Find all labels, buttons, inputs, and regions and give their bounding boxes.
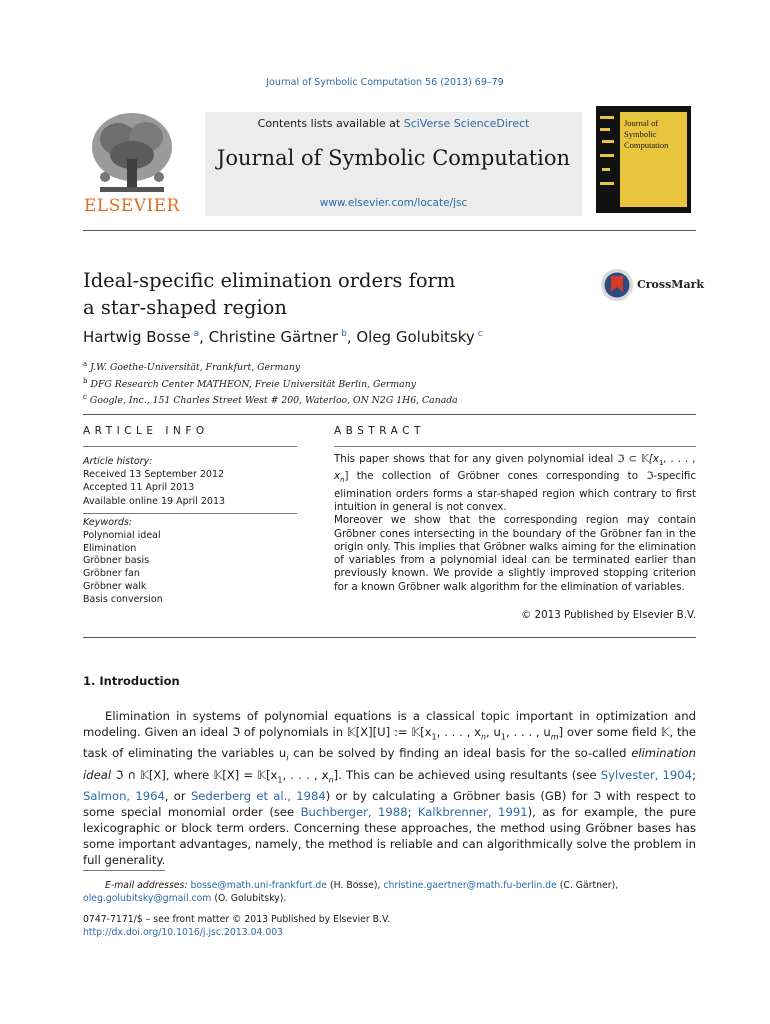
author-affil-mark[interactable]: c (477, 329, 483, 339)
intro-text-run: ] over some field 𝕂, the task of eliminating the variables u (83, 725, 697, 761)
keyword-item: Gröbner fan (83, 568, 140, 580)
footnote-text: (H. Bosse), (327, 880, 384, 891)
footnote-text: (C. Gärtner), (556, 880, 619, 891)
journal-url-link[interactable]: www.elsevier.com/locate/jsc (319, 197, 468, 209)
abstract-heading: ABSTRACT (334, 425, 425, 437)
footnote-label: E-mail addresses: (105, 880, 191, 891)
crossmark-label: CrossMark (637, 278, 704, 291)
keyword-item: Polynomial ideal (83, 529, 161, 541)
affiliation-item (83, 375, 458, 392)
cover-title (624, 118, 686, 151)
introduction-heading: 1. Introduction (83, 674, 180, 688)
history-divider (83, 513, 297, 514)
front-matter-footer (83, 913, 696, 939)
affiliation-divider (83, 414, 696, 415)
keyword-item: Gröbner basis (83, 555, 150, 567)
keyword-item: Gröbner walk (83, 580, 147, 592)
abstract-math: ] (344, 470, 349, 483)
header-divider (83, 230, 696, 231)
intro-text-run: ; (407, 804, 418, 819)
citation-link[interactable]: Salmon, 1964 (83, 788, 165, 803)
citation-link[interactable]: Sederberg et al., 1984 (190, 788, 326, 803)
elsevier-wordmark: ELSEVIER (84, 196, 180, 216)
intro-text-run: can be solved by finding an ideal basis for the so-called (288, 746, 632, 761)
sciencedirect-link[interactable]: SciVerse ScienceDirect (403, 117, 530, 130)
intro-text-run: , . . . , u (505, 725, 551, 739)
history-label: Article history: (83, 456, 153, 467)
intro-text-run: ), as for example, the pure lexicographic or block term orders. Concerning these approaches, the method using Gröbner bases has some important advantages, namely, the method is reliable and can algorithmically solve the problem in full generality. (83, 804, 697, 867)
abstract-math: , . . . , x (334, 453, 696, 483)
intro-text-run: , or (164, 788, 191, 803)
journal-reference[interactable]: Journal of Symbolic Computation 56 (2013) 69–79 (266, 77, 504, 88)
abstract-paragraph: This paper shows that for any given polynomial ideal ℑ ⊂ $𝕂[x_1$, . . . , $x_n$] the collection of Gröbner cones corresponding to ℑ-specific elimination orders forms a star-shaped region which contrary to first intuition in general is not convex. (334, 453, 696, 513)
intro-text-run: ) or by calculating a Gröbner basis (GB) for ℑ with respect to some special monomial order (see (83, 788, 697, 819)
abstract-divider (334, 446, 696, 447)
journal-cover-thumbnail[interactable] (596, 106, 691, 213)
affiliation-mark: b (83, 376, 88, 385)
citation-link[interactable]: Buchberger, 1988 (300, 804, 408, 819)
email-footnote (83, 879, 696, 905)
doi-link[interactable]: http://dx.doi.org/10.1016/j.jsc.2013.04.003 (83, 927, 284, 938)
author-separator: , (199, 328, 209, 346)
issn-line: 0747-7171/$ – see front matter © 2013 Published by Elsevier B.V. (83, 914, 391, 925)
email-link[interactable]: bosse@math.uni-frankfurt.de (190, 880, 328, 891)
affiliation-item (83, 358, 458, 375)
keyword-item: Elimination (83, 542, 137, 554)
abstract-math: ℑ ⊂ 𝕂[x (617, 453, 659, 465)
intro-text-run: ]. This can be achieved using resultants (see (333, 767, 601, 782)
affiliation-list (83, 358, 458, 408)
crossmark-badge[interactable] (600, 268, 704, 302)
abstract-text-run: This paper shows that for any given polynomial ideal (334, 453, 618, 465)
online-date: Available online 19 April 2013 (83, 495, 226, 507)
author-separator: , (346, 328, 357, 346)
received-date: Received 13 September 2012 (83, 469, 225, 481)
contents-line (205, 117, 582, 130)
affiliation-text: Google, Inc., 151 Charles Street West # 200, Waterloo, ON N2G 1H6, Canada (89, 395, 458, 407)
email-link[interactable]: oleg.golubitsky@gmail.com (83, 893, 212, 904)
abstract-paragraph: Moreover we show that the corresponding region may contain Gröbner cones intersecting in the boundary of the Gröbner fan in the origin only. This implies that Gröbner walks aiming for the elimination of variables from a polynomial ideal can be terminated earlier than previously known. We provide a slightly improved stopping criterion for a known Gröbner walk algorithm for the elimination of variables. (334, 514, 696, 593)
affiliation-text: J.W. Goethe-Universität, Frankfurt, Germany (90, 362, 301, 374)
paper-title-line: Ideal-specific elimination orders form (83, 269, 456, 292)
author-affil-mark[interactable]: a (193, 329, 200, 339)
intro-emphasis: elimination ideal (83, 746, 696, 782)
citation-link[interactable]: Sylvester, 1904 (600, 767, 693, 782)
intro-text-run: , u (486, 725, 501, 739)
cover-title-line: Symbolic (624, 129, 657, 139)
journal-name: Journal of Symbolic Computation (216, 146, 571, 170)
paper-title-line: a star-shaped region (83, 296, 287, 319)
affiliation-mark: c (83, 393, 87, 402)
cover-title-line: Journal of (624, 118, 659, 128)
article-history (83, 455, 225, 508)
affiliation-mark: a (83, 360, 88, 368)
cover-ornament-icon (598, 114, 618, 206)
abstract-copyright: © 2013 Published by Elsevier B.V. (521, 609, 696, 621)
crossmark-icon (600, 268, 634, 302)
contents-prefix: Contents lists available at (257, 117, 404, 130)
paper-title (83, 267, 563, 321)
intro-text-run: Elimination in systems of polynomial equations is a classical topic important in optimization and modeling. Given an ideal ℑ of polynomials in 𝕂[X][U] := 𝕂[x (83, 709, 696, 739)
abstract-bottom-divider (83, 637, 696, 638)
intro-text-run: ; (692, 767, 696, 782)
article-info-heading: ARTICLE INFO (83, 425, 209, 437)
cover-title-line: Computation (624, 140, 669, 150)
article-info-divider (83, 446, 297, 447)
intro-text-run: ℑ ∩ 𝕂[X], where 𝕂[X] = 𝕂[x (111, 767, 278, 782)
keywords-label: Keywords: (83, 517, 133, 528)
accepted-date: Accepted 11 April 2013 (83, 482, 195, 494)
affiliation-text: DFG Research Center MATHEON, Freie Universität Berlin, Germany (90, 378, 416, 390)
email-link[interactable]: christine.gaertner@math.fu-berlin.de (383, 880, 557, 891)
author-name: Hartwig Bosse (83, 328, 191, 346)
author-name: Oleg Golubitsky (356, 328, 475, 346)
footnote-divider (83, 870, 165, 871)
intro-paragraph: Elimination in systems of polynomial equations is a classical topic important in optimization and modeling. Given an ideal ℑ of polynomials in 𝕂[X][U] := $𝕂[x_1$, . . . , $x_n$, $u_1$, . . . , $u_m$] over some field 𝕂, the task of eliminating the variables $u_i$ can be solved by finding an ideal basis for the so-called elimination ideal ℑ ∩ 𝕂[X], where 𝕂[X] = $𝕂[x_1$, . . . , $x_n$]. This can be achieved using resultants (see Sylvester, 1904; Salmon, 1964, or Sederberg et al., 1984) or by calculating a Gröbner basis (GB) for ℑ with respect to some special monomial order (see Buchberger, 1988; Kalkbrenner, 1991), as for example, the pure lexicographic or block term orders. Concerning these approaches, the method using Gröbner bases has some important advantages, namely, the method is reliable and can algorithmically solve the problem in full generality. (83, 709, 697, 867)
author-list (83, 328, 483, 346)
keyword-list (83, 517, 163, 607)
intro-text-run: , . . . , x (282, 767, 329, 782)
introduction-body (83, 708, 696, 868)
affiliation-item (83, 391, 458, 408)
abstract-text-run: the collection of Gröbner cones corresponding to ℑ-specific elimination orders forms a star-shaped region which contrary to first intuition in general is not convex. (334, 470, 696, 513)
author-affil-mark[interactable]: b (341, 329, 347, 339)
intro-text-run: , . . . , x (436, 725, 481, 739)
keyword-item: Basis conversion (83, 593, 163, 605)
abstract-body (334, 453, 696, 594)
citation-link[interactable]: Kalkbrenner, 1991 (417, 804, 528, 819)
author-name: Christine Gärtner (208, 328, 339, 346)
footnote-text: (O. Golubitsky). (211, 893, 287, 904)
